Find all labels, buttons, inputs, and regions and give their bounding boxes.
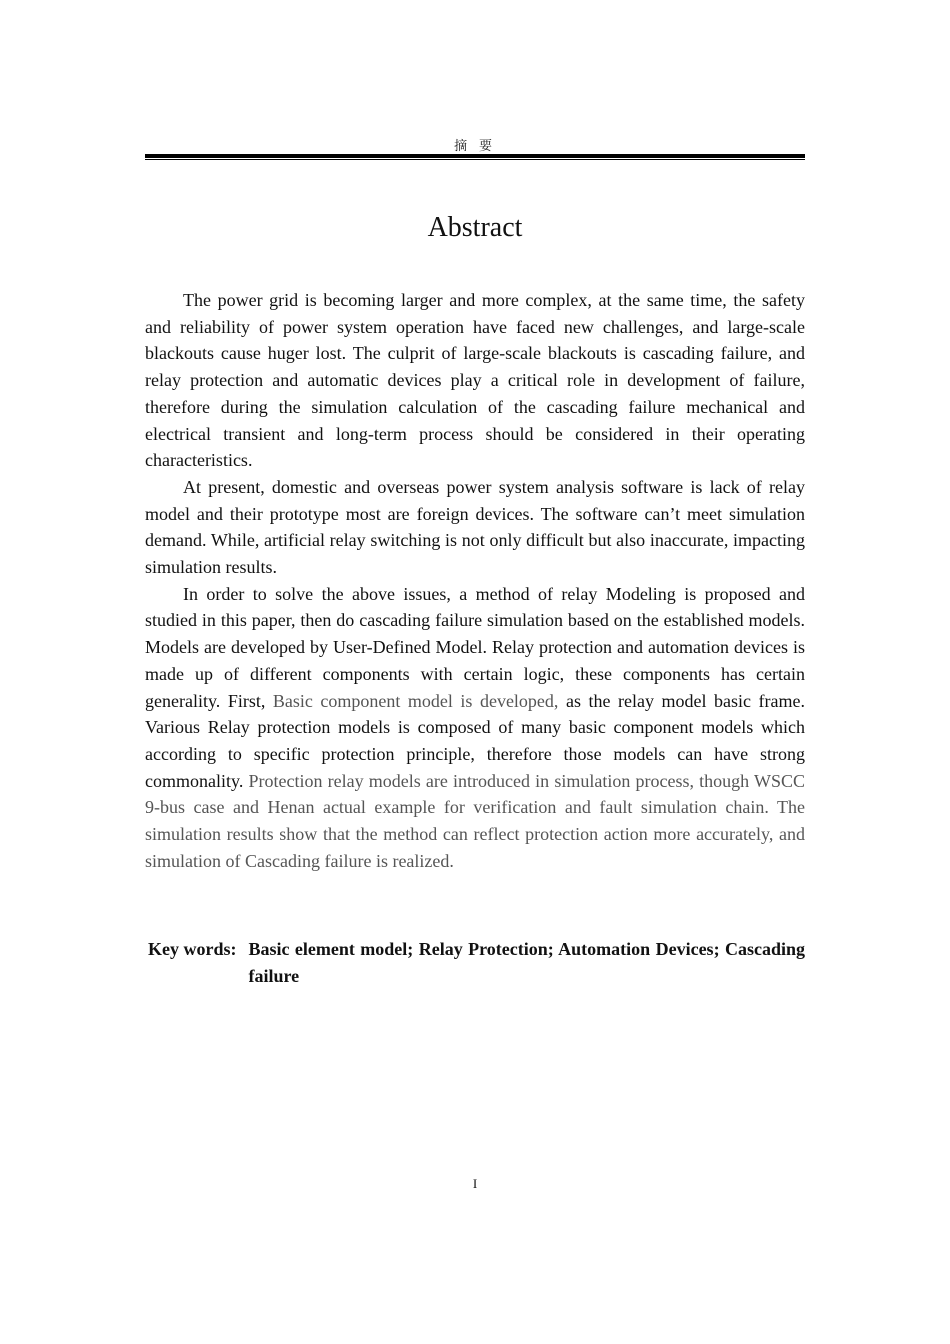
running-header: 摘 要: [454, 139, 496, 154]
keywords-values: Basic element model; Relay Protection; Automation Devices; Cascading failure: [248, 939, 805, 986]
header-rule-thick: [145, 154, 805, 158]
abstract-body: [145, 287, 805, 874]
section-title: Abstract: [427, 212, 523, 243]
paragraph-3: [145, 581, 805, 875]
paragraph-1: The power grid is becoming larger and more complex, at the same time, the safety and reliability of power system operation have faced new challenges, and large-scale blackouts cause huger lost. The culprit of large-scale blackouts is cascading failure, and relay protection and automatic devices play a critical role in development of failure, therefore during the simulation calculation of the cascading failure mechanical and electrical transient and long-term process should be considered in their operating characteristics.: [145, 290, 805, 471]
page-number: I: [472, 1176, 478, 1191]
paragraph-3-part-1: In order to solve the above issues, a method of relay Modeling is proposed and studied in this paper, then do cascading failure simulation based on the established models. Models are developed by User-Defined Model. Relay protection and automation devices is made up of different components with certain logic, these components has certain generality. First,: [145, 583, 805, 711]
paragraph-3-part-4: Protection relay models are introduced in simulation process, though WSCC 9-bus case and Henan actual example for verification and fault simulation chain. The simulation results show that the method can reflect protection action more accurately, and simulation of Cascading failure is realized.: [145, 770, 805, 871]
paragraph-3-part-2: Basic component model is developed,: [272, 690, 559, 711]
keywords-label: Key words:: [148, 939, 237, 959]
header-rule-thin: [145, 159, 805, 160]
keywords-block: [145, 936, 805, 990]
paragraph-3-part-3: as the relay model basic frame. Various Relay protection models is composed of many basic component models which according to specific protection principle, therefore those models can have strong commonality.: [145, 690, 806, 791]
paragraph-2: At present, domestic and overseas power system analysis software is lack of relay model and their prototype most are foreign devices. The software can’t meet simulation demand. While, artificial relay switching is not only difficult but also inaccurate, impacting simulation results.: [145, 476, 805, 578]
